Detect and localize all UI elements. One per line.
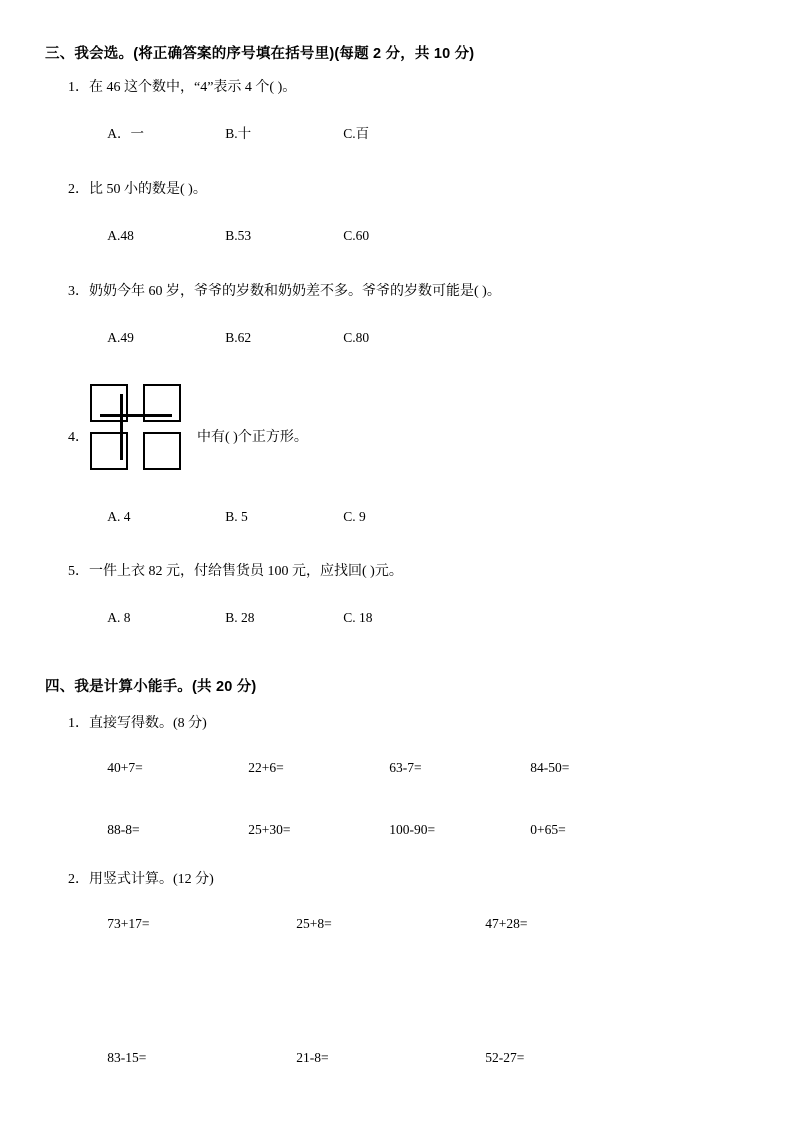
option-c[interactable]: C. 18 (343, 610, 373, 626)
section-heading-choice: 三、我会选。(将正确答案的序号填在括号里)(每题 2 分，共 10 分) (45, 46, 475, 62)
vertical-work-space (45, 948, 750, 1034)
option-c[interactable]: C. 9 (343, 508, 366, 524)
option-b[interactable]: B.53 (225, 228, 252, 243)
figure-vertical-bar (120, 394, 123, 460)
vertical-calc-row (45, 1034, 750, 1082)
calc-item[interactable]: 47+28= (485, 915, 528, 931)
question-1-options (45, 104, 750, 165)
figure-square-bottom-right (143, 432, 181, 470)
calc-item[interactable]: 40+7= (107, 759, 143, 775)
question-5-options (45, 588, 750, 649)
question-4-options (45, 486, 750, 547)
option-a[interactable]: A.48 (107, 228, 134, 243)
option-b[interactable]: B.十 (225, 126, 252, 142)
calc-item[interactable]: 100-90= (389, 821, 436, 837)
subsection-vertical-title: 2．用竖式计算。(12 分) (68, 871, 214, 887)
calc-item[interactable]: 52-27= (485, 1049, 525, 1065)
question-2-options (45, 206, 750, 267)
option-b[interactable]: B. 5 (225, 508, 248, 524)
calc-item[interactable]: 88-8= (107, 821, 140, 837)
calc-item[interactable]: 84-50= (530, 759, 570, 775)
page-content (45, 42, 750, 1082)
vertical-calc-row (45, 900, 750, 948)
option-a[interactable]: A．一 (107, 126, 144, 142)
option-b[interactable]: B.62 (225, 329, 252, 345)
calc-item[interactable]: 83-15= (107, 1049, 147, 1065)
calc-item[interactable]: 21-8= (296, 1049, 329, 1065)
option-a[interactable]: A.49 (107, 329, 134, 345)
question-4-number: 4． (68, 430, 89, 446)
oral-calc-row (45, 744, 750, 792)
question-3-options (45, 308, 750, 369)
calc-item[interactable]: 25+30= (248, 821, 291, 837)
option-c[interactable]: C.60 (343, 228, 370, 243)
calc-item[interactable]: 63-7= (389, 759, 422, 775)
question-5-stem: 5．一件上衣 82 元，付给售货员 100 元，应找回( )元。 (68, 564, 403, 579)
calc-item[interactable]: 25+8= (296, 915, 332, 931)
option-a[interactable]: A. 8 (107, 610, 131, 626)
question-4-block (45, 382, 750, 478)
option-c[interactable]: C.80 (343, 329, 370, 345)
option-c[interactable]: C.百 (343, 126, 370, 142)
calc-item[interactable]: 22+6= (248, 759, 284, 775)
question-2-stem: 2．比 50 小的数是( )。 (68, 181, 207, 197)
squares-figure-icon (90, 384, 182, 470)
question-1-stem: 1．在 46 这个数中，“4”表示 4 个( )。 (68, 80, 297, 95)
option-a[interactable]: A. 4 (107, 508, 131, 524)
subsection-oral-title: 1．直接写得数。(8 分) (68, 715, 207, 731)
oral-calc-row (45, 806, 750, 854)
question-3-stem: 3．奶奶今年 60 岁，爷爷的岁数和奶奶差不多。爷爷的岁数可能是( )。 (68, 283, 501, 299)
calc-item[interactable]: 0+65= (530, 821, 566, 837)
figure-horizontal-bar (100, 414, 172, 417)
question-4-stem: 中有( )个正方形。 (197, 430, 308, 446)
option-b[interactable]: B. 28 (225, 610, 255, 626)
section-heading-calculation: 四、我是计算小能手。(共 20 分) (45, 678, 257, 695)
calc-item[interactable]: 73+17= (107, 915, 150, 931)
